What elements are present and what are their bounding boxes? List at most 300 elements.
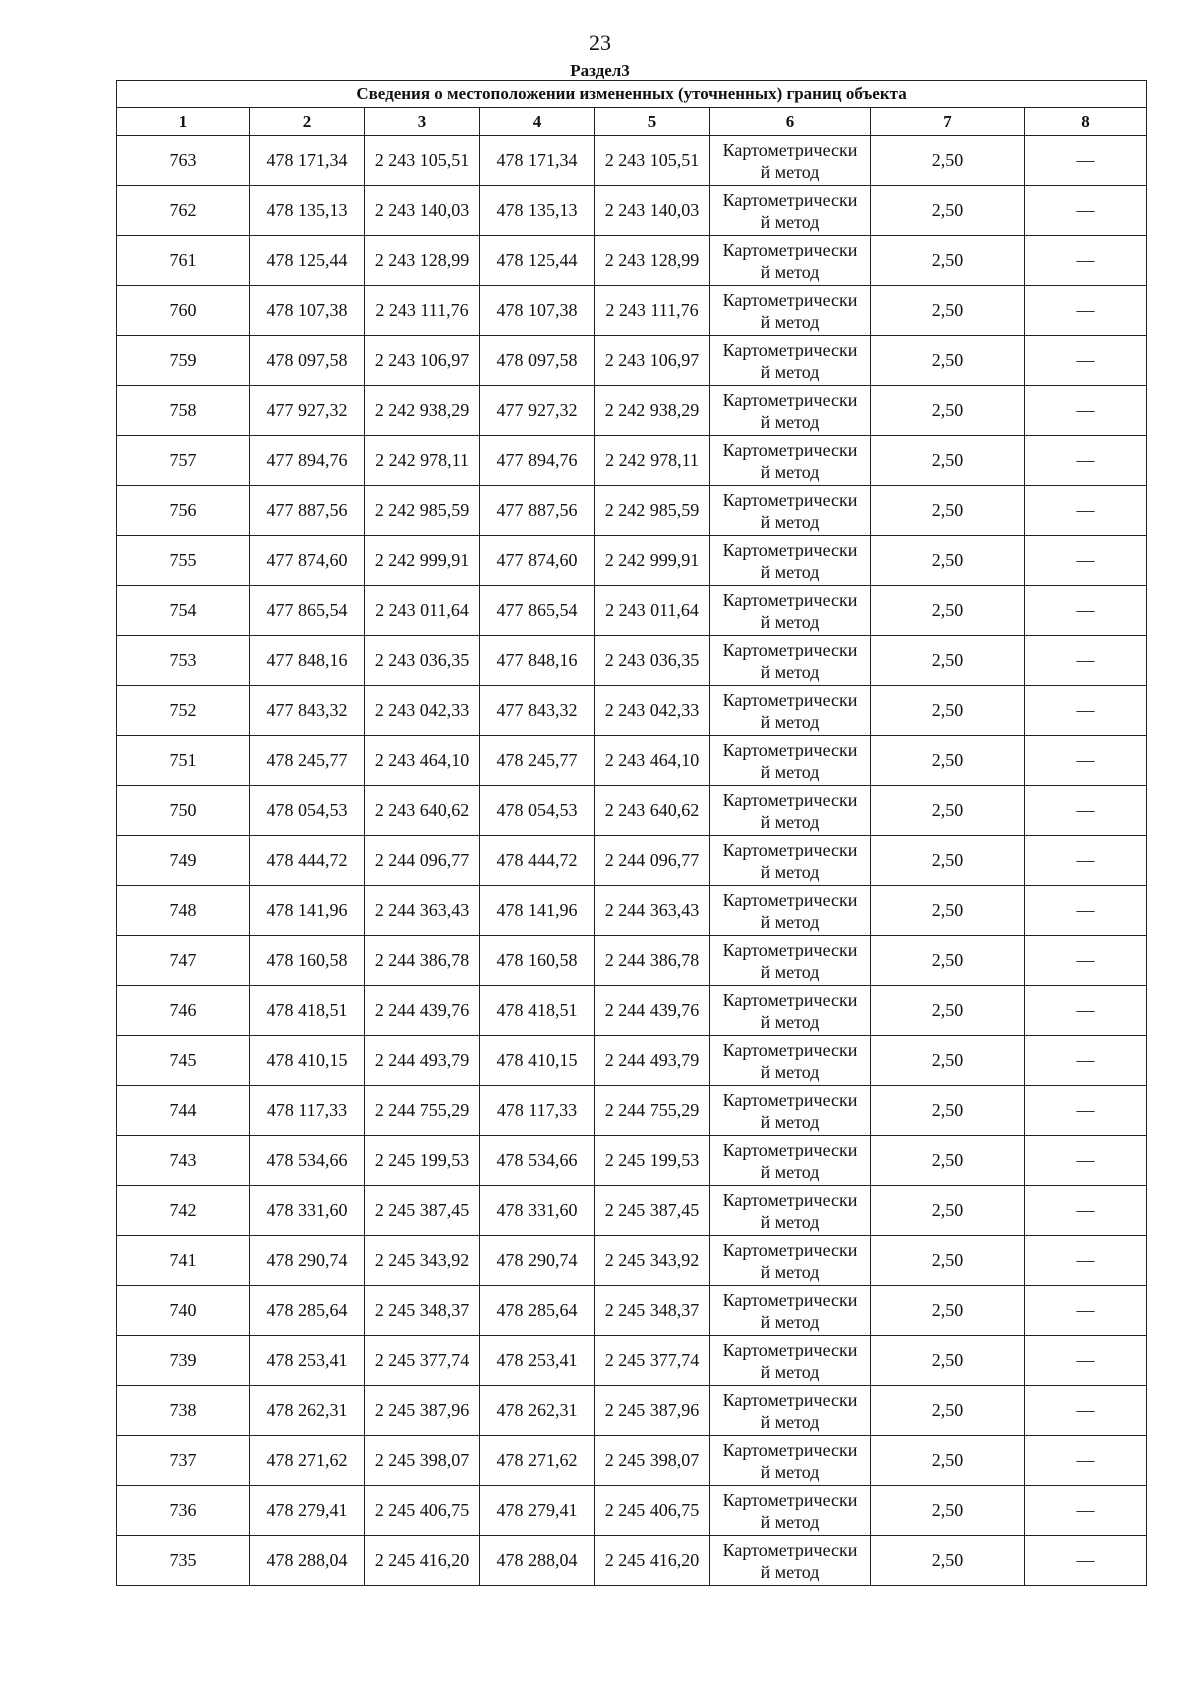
x-coordinate-cell: 478 054,53 <box>480 786 595 836</box>
note-cell: — <box>1025 1036 1147 1086</box>
method-text: й метод <box>760 1511 820 1532</box>
method-text: Картометрически <box>722 239 858 260</box>
method-text: Картометрически <box>722 1239 858 1260</box>
precision-cell: 2,50 <box>871 986 1025 1036</box>
note-cell: — <box>1025 1236 1147 1286</box>
x-coordinate-cell: 478 290,74 <box>250 1236 365 1286</box>
precision-cell: 2,50 <box>871 1436 1025 1486</box>
table-row <box>117 386 1147 436</box>
note-cell: — <box>1025 386 1147 436</box>
column-number: 4 <box>480 108 595 136</box>
precision-cell: 2,50 <box>871 1136 1025 1186</box>
method-cell <box>710 936 871 986</box>
y-coordinate-cell: 2 243 111,76 <box>365 286 480 336</box>
method-cell <box>710 836 871 886</box>
y-coordinate-cell: 2 244 096,77 <box>595 836 710 886</box>
y-coordinate-cell: 2 243 640,62 <box>595 786 710 836</box>
x-coordinate-cell: 478 107,38 <box>480 286 595 336</box>
table-row <box>117 1386 1147 1436</box>
y-coordinate-cell: 2 245 416,20 <box>595 1536 710 1586</box>
x-coordinate-cell: 477 874,60 <box>480 536 595 586</box>
x-coordinate-cell: 478 279,41 <box>480 1486 595 1536</box>
y-coordinate-cell: 2 245 406,75 <box>365 1486 480 1536</box>
x-coordinate-cell: 478 331,60 <box>250 1186 365 1236</box>
y-coordinate-cell: 2 243 105,51 <box>595 136 710 186</box>
method-cell <box>710 386 871 436</box>
precision-cell: 2,50 <box>871 836 1025 886</box>
method-cell <box>710 736 871 786</box>
precision-cell: 2,50 <box>871 1286 1025 1336</box>
note-cell: — <box>1025 786 1147 836</box>
method-text: й метод <box>760 361 820 382</box>
note-cell: — <box>1025 636 1147 686</box>
method-text: Картометрически <box>722 1389 858 1410</box>
method-cell <box>710 1486 871 1536</box>
x-coordinate-cell: 478 253,41 <box>250 1336 365 1386</box>
method-text: Картометрически <box>722 339 858 360</box>
method-text: й метод <box>760 1061 820 1082</box>
method-cell <box>710 636 871 686</box>
column-number: 5 <box>595 108 710 136</box>
method-text: й метод <box>760 1411 820 1432</box>
table-row <box>117 1286 1147 1336</box>
method-text: Картометрически <box>722 1539 858 1560</box>
y-coordinate-cell: 2 242 999,91 <box>595 536 710 586</box>
note-cell: — <box>1025 586 1147 636</box>
table-row <box>117 1536 1147 1586</box>
precision-cell: 2,50 <box>871 1036 1025 1086</box>
method-text: й метод <box>760 711 820 732</box>
precision-cell: 2,50 <box>871 636 1025 686</box>
note-cell: — <box>1025 336 1147 386</box>
x-coordinate-cell: 478 171,34 <box>250 136 365 186</box>
table-row <box>117 1036 1147 1086</box>
x-coordinate-cell: 478 410,15 <box>250 1036 365 1086</box>
method-text: й метод <box>760 611 820 632</box>
table-row <box>117 1236 1147 1286</box>
table-row <box>117 736 1147 786</box>
x-coordinate-cell: 478 285,64 <box>250 1286 365 1336</box>
coordinates-table <box>116 80 1147 1586</box>
table-row <box>117 186 1147 236</box>
precision-cell: 2,50 <box>871 586 1025 636</box>
y-coordinate-cell: 2 244 363,43 <box>595 886 710 936</box>
precision-cell: 2,50 <box>871 336 1025 386</box>
y-coordinate-cell: 2 243 105,51 <box>365 136 480 186</box>
y-coordinate-cell: 2 243 011,64 <box>365 586 480 636</box>
table-body <box>117 136 1147 1586</box>
x-coordinate-cell: 478 160,58 <box>250 936 365 986</box>
precision-cell: 2,50 <box>871 786 1025 836</box>
method-text: Картометрически <box>722 639 858 660</box>
method-text: й метод <box>760 161 820 182</box>
precision-cell: 2,50 <box>871 1336 1025 1386</box>
x-coordinate-cell: 478 290,74 <box>480 1236 595 1286</box>
table-row <box>117 986 1147 1036</box>
section-title: Раздел3 <box>570 61 630 80</box>
method-cell <box>710 586 871 636</box>
y-coordinate-cell: 2 243 042,33 <box>365 686 480 736</box>
y-coordinate-cell: 2 244 755,29 <box>365 1086 480 1136</box>
method-text: Картометрически <box>722 1189 858 1210</box>
method-text: й метод <box>760 1261 820 1282</box>
method-text: Картометрически <box>722 539 858 560</box>
note-cell: — <box>1025 1086 1147 1136</box>
point-number-cell: 755 <box>117 536 250 586</box>
note-cell: — <box>1025 1386 1147 1436</box>
table-row <box>117 336 1147 386</box>
x-coordinate-cell: 477 865,54 <box>480 586 595 636</box>
precision-cell: 2,50 <box>871 536 1025 586</box>
point-number-cell: 739 <box>117 1336 250 1386</box>
note-cell: — <box>1025 936 1147 986</box>
method-text: Картометрически <box>722 939 858 960</box>
precision-cell: 2,50 <box>871 686 1025 736</box>
table-row <box>117 836 1147 886</box>
method-text: Картометрически <box>722 989 858 1010</box>
precision-cell: 2,50 <box>871 936 1025 986</box>
y-coordinate-cell: 2 242 978,11 <box>365 436 480 486</box>
x-coordinate-cell: 477 894,76 <box>250 436 365 486</box>
note-cell: — <box>1025 1186 1147 1236</box>
table-row <box>117 1086 1147 1136</box>
y-coordinate-cell: 2 243 128,99 <box>595 236 710 286</box>
y-coordinate-cell: 2 243 140,03 <box>365 186 480 236</box>
y-coordinate-cell: 2 245 343,92 <box>365 1236 480 1286</box>
method-text: й метод <box>760 311 820 332</box>
method-text: Картометрически <box>722 1489 858 1510</box>
y-coordinate-cell: 2 243 011,64 <box>595 586 710 636</box>
x-coordinate-cell: 478 418,51 <box>250 986 365 1036</box>
method-cell <box>710 436 871 486</box>
y-coordinate-cell: 2 242 978,11 <box>595 436 710 486</box>
point-number-cell: 741 <box>117 1236 250 1286</box>
y-coordinate-cell: 2 244 439,76 <box>365 986 480 1036</box>
y-coordinate-cell: 2 245 398,07 <box>595 1436 710 1486</box>
point-number-cell: 742 <box>117 1186 250 1236</box>
method-cell <box>710 1286 871 1336</box>
point-number-cell: 736 <box>117 1486 250 1536</box>
x-coordinate-cell: 478 125,44 <box>480 236 595 286</box>
table-row <box>117 1436 1147 1486</box>
method-text: й метод <box>760 1461 820 1482</box>
note-cell: — <box>1025 886 1147 936</box>
point-number-cell: 757 <box>117 436 250 486</box>
precision-cell: 2,50 <box>871 886 1025 936</box>
note-cell: — <box>1025 836 1147 886</box>
x-coordinate-cell: 478 141,96 <box>250 886 365 936</box>
point-number-cell: 737 <box>117 1436 250 1486</box>
y-coordinate-cell: 2 242 985,59 <box>365 486 480 536</box>
y-coordinate-cell: 2 242 985,59 <box>595 486 710 536</box>
x-coordinate-cell: 477 843,32 <box>480 686 595 736</box>
method-text: Картометрически <box>722 1039 858 1060</box>
point-number-cell: 735 <box>117 1536 250 1586</box>
y-coordinate-cell: 2 244 386,78 <box>595 936 710 986</box>
x-coordinate-cell: 478 097,58 <box>250 336 365 386</box>
table-row <box>117 686 1147 736</box>
table-row <box>117 536 1147 586</box>
y-coordinate-cell: 2 245 387,45 <box>365 1186 480 1236</box>
x-coordinate-cell: 478 253,41 <box>480 1336 595 1386</box>
y-coordinate-cell: 2 243 128,99 <box>365 236 480 286</box>
method-cell <box>710 1436 871 1486</box>
table-row <box>117 786 1147 836</box>
x-coordinate-cell: 478 125,44 <box>250 236 365 286</box>
y-coordinate-cell: 2 244 363,43 <box>365 886 480 936</box>
precision-cell: 2,50 <box>871 286 1025 336</box>
method-text: Картометрически <box>722 439 858 460</box>
x-coordinate-cell: 478 245,77 <box>250 736 365 786</box>
y-coordinate-cell: 2 243 464,10 <box>365 736 480 786</box>
precision-cell: 2,50 <box>871 1386 1025 1436</box>
method-cell <box>710 1086 871 1136</box>
y-coordinate-cell: 2 245 348,37 <box>365 1286 480 1336</box>
point-number-cell: 752 <box>117 686 250 736</box>
method-text: й метод <box>760 461 820 482</box>
table-row <box>117 436 1147 486</box>
y-coordinate-cell: 2 245 387,96 <box>365 1386 480 1436</box>
y-coordinate-cell: 2 245 348,37 <box>595 1286 710 1336</box>
x-coordinate-cell: 478 054,53 <box>250 786 365 836</box>
method-text: Картометрически <box>722 839 858 860</box>
y-coordinate-cell: 2 245 416,20 <box>365 1536 480 1586</box>
table-row <box>117 286 1147 336</box>
point-number-cell: 747 <box>117 936 250 986</box>
column-number: 8 <box>1025 108 1147 136</box>
x-coordinate-cell: 478 410,15 <box>480 1036 595 1086</box>
table-caption: Сведения о местоположении измененных (уточненных) границ объекта <box>117 81 1147 108</box>
note-cell: — <box>1025 1536 1147 1586</box>
column-number: 1 <box>117 108 250 136</box>
x-coordinate-cell: 478 262,31 <box>480 1386 595 1436</box>
x-coordinate-cell: 478 097,58 <box>480 336 595 386</box>
y-coordinate-cell: 2 243 036,35 <box>365 636 480 686</box>
method-cell <box>710 1336 871 1386</box>
y-coordinate-cell: 2 243 036,35 <box>595 636 710 686</box>
method-text: й метод <box>760 1361 820 1382</box>
x-coordinate-cell: 478 141,96 <box>480 886 595 936</box>
x-coordinate-cell: 478 331,60 <box>480 1186 595 1236</box>
table-row <box>117 936 1147 986</box>
method-text: й метод <box>760 261 820 282</box>
y-coordinate-cell: 2 245 406,75 <box>595 1486 710 1536</box>
note-cell: — <box>1025 1286 1147 1336</box>
x-coordinate-cell: 477 848,16 <box>480 636 595 686</box>
note-cell: — <box>1025 736 1147 786</box>
method-text: Картометрически <box>722 189 858 210</box>
y-coordinate-cell: 2 245 398,07 <box>365 1436 480 1486</box>
method-cell <box>710 886 871 936</box>
column-number: 3 <box>365 108 480 136</box>
x-coordinate-cell: 478 117,33 <box>480 1086 595 1136</box>
x-coordinate-cell: 477 887,56 <box>480 486 595 536</box>
method-text: Картометрически <box>722 139 858 160</box>
method-text: й метод <box>760 861 820 882</box>
precision-cell: 2,50 <box>871 436 1025 486</box>
point-number-cell: 748 <box>117 886 250 936</box>
x-coordinate-cell: 478 534,66 <box>250 1136 365 1186</box>
y-coordinate-cell: 2 244 493,79 <box>365 1036 480 1086</box>
method-cell <box>710 1536 871 1586</box>
point-number-cell: 762 <box>117 186 250 236</box>
method-text: й метод <box>760 661 820 682</box>
note-cell: — <box>1025 986 1147 1036</box>
x-coordinate-cell: 478 262,31 <box>250 1386 365 1436</box>
x-coordinate-cell: 478 418,51 <box>480 986 595 1036</box>
point-number-cell: 761 <box>117 236 250 286</box>
method-cell <box>710 336 871 386</box>
x-coordinate-cell: 478 444,72 <box>250 836 365 886</box>
method-text: й метод <box>760 1111 820 1132</box>
precision-cell: 2,50 <box>871 1186 1025 1236</box>
y-coordinate-cell: 2 245 377,74 <box>365 1336 480 1386</box>
method-cell <box>710 1136 871 1186</box>
y-coordinate-cell: 2 245 387,96 <box>595 1386 710 1436</box>
point-number-cell: 743 <box>117 1136 250 1186</box>
point-number-cell: 751 <box>117 736 250 786</box>
method-cell <box>710 1236 871 1286</box>
point-number-cell: 760 <box>117 286 250 336</box>
point-number-cell: 750 <box>117 786 250 836</box>
table-row <box>117 1136 1147 1186</box>
method-text: Картометрически <box>722 389 858 410</box>
x-coordinate-cell: 477 848,16 <box>250 636 365 686</box>
x-coordinate-cell: 478 245,77 <box>480 736 595 786</box>
method-text: й метод <box>760 511 820 532</box>
precision-cell: 2,50 <box>871 1086 1025 1136</box>
method-cell <box>710 1386 871 1436</box>
method-text: й метод <box>760 961 820 982</box>
method-text: Картометрически <box>722 889 858 910</box>
x-coordinate-cell: 478 135,13 <box>250 186 365 236</box>
method-text: Картометрически <box>722 589 858 610</box>
point-number-cell: 759 <box>117 336 250 386</box>
y-coordinate-cell: 2 245 387,45 <box>595 1186 710 1236</box>
method-text: й метод <box>760 761 820 782</box>
table-row <box>117 586 1147 636</box>
x-coordinate-cell: 477 843,32 <box>250 686 365 736</box>
y-coordinate-cell: 2 243 106,97 <box>595 336 710 386</box>
note-cell: — <box>1025 236 1147 286</box>
note-cell: — <box>1025 1486 1147 1536</box>
point-number-cell: 745 <box>117 1036 250 1086</box>
method-text: й метод <box>760 811 820 832</box>
method-cell <box>710 286 871 336</box>
point-number-cell: 746 <box>117 986 250 1036</box>
method-cell <box>710 186 871 236</box>
note-cell: — <box>1025 1136 1147 1186</box>
note-cell: — <box>1025 536 1147 586</box>
precision-cell: 2,50 <box>871 136 1025 186</box>
method-cell <box>710 486 871 536</box>
x-coordinate-cell: 478 444,72 <box>480 836 595 886</box>
note-cell: — <box>1025 436 1147 486</box>
precision-cell: 2,50 <box>871 1486 1025 1536</box>
method-text: й метод <box>760 1011 820 1032</box>
method-text: й метод <box>760 211 820 232</box>
y-coordinate-cell: 2 243 106,97 <box>365 336 480 386</box>
x-coordinate-cell: 478 288,04 <box>480 1536 595 1586</box>
column-number: 7 <box>871 108 1025 136</box>
method-text: Картометрически <box>722 489 858 510</box>
method-text: Картометрически <box>722 689 858 710</box>
precision-cell: 2,50 <box>871 1236 1025 1286</box>
note-cell: — <box>1025 136 1147 186</box>
precision-cell: 2,50 <box>871 186 1025 236</box>
x-coordinate-cell: 478 285,64 <box>480 1286 595 1336</box>
method-text: й метод <box>760 1561 820 1582</box>
point-number-cell: 758 <box>117 386 250 436</box>
method-text: Картометрически <box>722 1339 858 1360</box>
method-text: Картометрически <box>722 289 858 310</box>
y-coordinate-cell: 2 244 439,76 <box>595 986 710 1036</box>
x-coordinate-cell: 478 271,62 <box>250 1436 365 1486</box>
y-coordinate-cell: 2 242 999,91 <box>365 536 480 586</box>
precision-cell: 2,50 <box>871 386 1025 436</box>
point-number-cell: 740 <box>117 1286 250 1336</box>
note-cell: — <box>1025 486 1147 536</box>
method-text: й метод <box>760 911 820 932</box>
method-cell <box>710 686 871 736</box>
table-row <box>117 486 1147 536</box>
method-text: й метод <box>760 411 820 432</box>
y-coordinate-cell: 2 244 386,78 <box>365 936 480 986</box>
note-cell: — <box>1025 1436 1147 1486</box>
method-cell <box>710 786 871 836</box>
method-cell <box>710 236 871 286</box>
method-cell <box>710 1186 871 1236</box>
method-text: й метод <box>760 561 820 582</box>
method-text: Картометрически <box>722 1289 858 1310</box>
page-number: 23 <box>589 30 611 55</box>
y-coordinate-cell: 2 245 377,74 <box>595 1336 710 1386</box>
note-cell: — <box>1025 686 1147 736</box>
x-coordinate-cell: 478 117,33 <box>250 1086 365 1136</box>
y-coordinate-cell: 2 243 111,76 <box>595 286 710 336</box>
point-number-cell: 738 <box>117 1386 250 1436</box>
y-coordinate-cell: 2 244 755,29 <box>595 1086 710 1136</box>
method-text: Картометрически <box>722 1089 858 1110</box>
note-cell: — <box>1025 1336 1147 1386</box>
x-coordinate-cell: 477 894,76 <box>480 436 595 486</box>
point-number-cell: 754 <box>117 586 250 636</box>
note-cell: — <box>1025 286 1147 336</box>
method-text: Картометрически <box>722 739 858 760</box>
x-coordinate-cell: 478 160,58 <box>480 936 595 986</box>
method-cell <box>710 536 871 586</box>
y-coordinate-cell: 2 243 464,10 <box>595 736 710 786</box>
table-row <box>117 1486 1147 1536</box>
point-number-cell: 756 <box>117 486 250 536</box>
x-coordinate-cell: 477 874,60 <box>250 536 365 586</box>
x-coordinate-cell: 477 887,56 <box>250 486 365 536</box>
y-coordinate-cell: 2 242 938,29 <box>365 386 480 436</box>
y-coordinate-cell: 2 245 343,92 <box>595 1236 710 1286</box>
y-coordinate-cell: 2 243 042,33 <box>595 686 710 736</box>
method-text: й метод <box>760 1311 820 1332</box>
precision-cell: 2,50 <box>871 486 1025 536</box>
point-number-cell: 749 <box>117 836 250 886</box>
table-row <box>117 1336 1147 1386</box>
x-coordinate-cell: 478 107,38 <box>250 286 365 336</box>
x-coordinate-cell: 477 927,32 <box>250 386 365 436</box>
x-coordinate-cell: 477 865,54 <box>250 586 365 636</box>
y-coordinate-cell: 2 245 199,53 <box>365 1136 480 1186</box>
x-coordinate-cell: 477 927,32 <box>480 386 595 436</box>
point-number-cell: 744 <box>117 1086 250 1136</box>
precision-cell: 2,50 <box>871 736 1025 786</box>
